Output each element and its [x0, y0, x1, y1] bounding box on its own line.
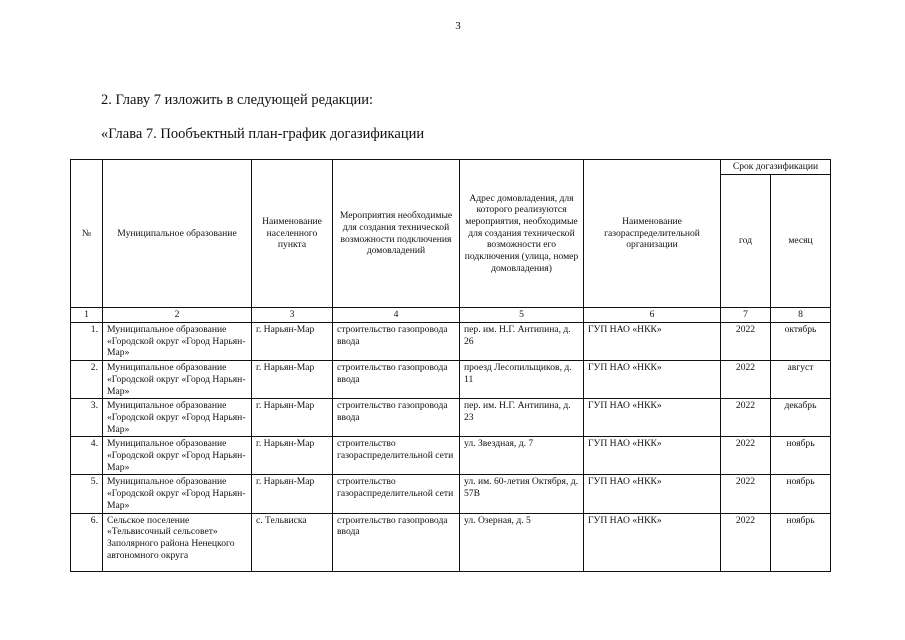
month-cell: ноябрь [771, 513, 831, 571]
month-cell: август [771, 361, 831, 399]
row-number: 2. [71, 361, 103, 399]
row-number: 4. [71, 437, 103, 475]
header-address: Адрес домовладения, для которого реализуются мероприятия, необходимые для создания технической возможности его подключения (улица, номер домовладения) [460, 160, 584, 308]
column-number: 7 [721, 308, 771, 323]
header-settlement: Наименование населенного пункта [252, 160, 333, 308]
month-cell: ноябрь [771, 437, 831, 475]
table-body [71, 308, 831, 572]
organization-cell: ГУП НАО «НКК» [584, 437, 721, 475]
address-cell: пер. им. Н.Г. Антипина, д. 23 [460, 399, 584, 437]
year-cell: 2022 [721, 437, 771, 475]
address-cell: ул. Звездная, д. 7 [460, 437, 584, 475]
settlement-cell: г. Нарьян-Мар [252, 475, 333, 513]
organization-cell: ГУП НАО «НКК» [584, 399, 721, 437]
column-number: 2 [103, 308, 252, 323]
page-number: 3 [455, 20, 461, 32]
row-number: 3. [71, 399, 103, 437]
settlement-cell: г. Нарьян-Мар [252, 399, 333, 437]
header-measures: Мероприятия необходимые для создания технической возможности подключения домовладений [333, 160, 460, 308]
header-deadline: Срок догазификации [721, 160, 831, 175]
row-number: 6. [71, 513, 103, 571]
municipality-cell: Муниципальное образование «Городской округ «Город Нарьян-Мар» [103, 399, 252, 437]
address-cell: ул. им. 60-летия Октября, д. 57В [460, 475, 584, 513]
year-cell: 2022 [721, 513, 771, 571]
organization-cell: ГУП НАО «НКК» [584, 323, 721, 361]
settlement-cell: г. Нарьян-Мар [252, 323, 333, 361]
column-number: 1 [71, 308, 103, 323]
table-row [71, 475, 831, 513]
table-row [71, 323, 831, 361]
gasification-schedule-table [70, 159, 831, 572]
column-number-row [71, 308, 831, 323]
header-num: № [71, 160, 103, 308]
measures-cell: строительство газораспределительной сети [333, 437, 460, 475]
column-number: 3 [252, 308, 333, 323]
column-number: 6 [584, 308, 721, 323]
month-cell: декабрь [771, 399, 831, 437]
header-month: месяц [771, 175, 831, 308]
measures-cell: строительство газопровода ввода [333, 361, 460, 399]
municipality-cell: Сельское поселение «Тельвисочный сельсовет» Заполярного района Ненецкого автономного округа [103, 513, 252, 571]
table-title: «Глава 7. Пообъектный план-график догазификации [101, 126, 425, 142]
table-row [71, 399, 831, 437]
month-cell: октябрь [771, 323, 831, 361]
table-row [71, 437, 831, 475]
header-year: год [721, 175, 771, 308]
settlement-cell: с. Тельвиска [252, 513, 333, 571]
row-number: 1. [71, 323, 103, 361]
measures-cell: строительство газопровода ввода [333, 399, 460, 437]
address-cell: пер. им. Н.Г. Антипина, д. 26 [460, 323, 584, 361]
column-number: 8 [771, 308, 831, 323]
organization-cell: ГУП НАО «НКК» [584, 475, 721, 513]
table-row [71, 361, 831, 399]
measures-cell: строительство газопровода ввода [333, 323, 460, 361]
organization-cell: ГУП НАО «НКК» [584, 513, 721, 571]
municipality-cell: Муниципальное образование «Городской округ «Город Нарьян-Мар» [103, 475, 252, 513]
municipality-cell: Муниципальное образование «Городской округ «Город Нарьян-Мар» [103, 437, 252, 475]
year-cell: 2022 [721, 323, 771, 361]
year-cell: 2022 [721, 361, 771, 399]
year-cell: 2022 [721, 399, 771, 437]
address-cell: проезд Лесопильщиков, д. 11 [460, 361, 584, 399]
column-number: 5 [460, 308, 584, 323]
year-cell: 2022 [721, 475, 771, 513]
settlement-cell: г. Нарьян-Мар [252, 437, 333, 475]
row-number: 5. [71, 475, 103, 513]
header-organization: Наименование газораспределительной организации [584, 160, 721, 308]
column-number: 4 [333, 308, 460, 323]
table-row [71, 513, 831, 571]
measures-cell: строительство газопровода ввода [333, 513, 460, 571]
measures-cell: строительство газораспределительной сети [333, 475, 460, 513]
month-cell: ноябрь [771, 475, 831, 513]
municipality-cell: Муниципальное образование «Городской округ «Город Нарьян-Мар» [103, 323, 252, 361]
settlement-cell: г. Нарьян-Мар [252, 361, 333, 399]
address-cell: ул. Озерная, д. 5 [460, 513, 584, 571]
header-municipality: Муниципальное образование [103, 160, 252, 308]
section-heading: 2. Главу 7 изложить в следующей редакции: [101, 92, 374, 108]
organization-cell: ГУП НАО «НКК» [584, 361, 721, 399]
municipality-cell: Муниципальное образование «Городской округ «Город Нарьян-Мар» [103, 361, 252, 399]
